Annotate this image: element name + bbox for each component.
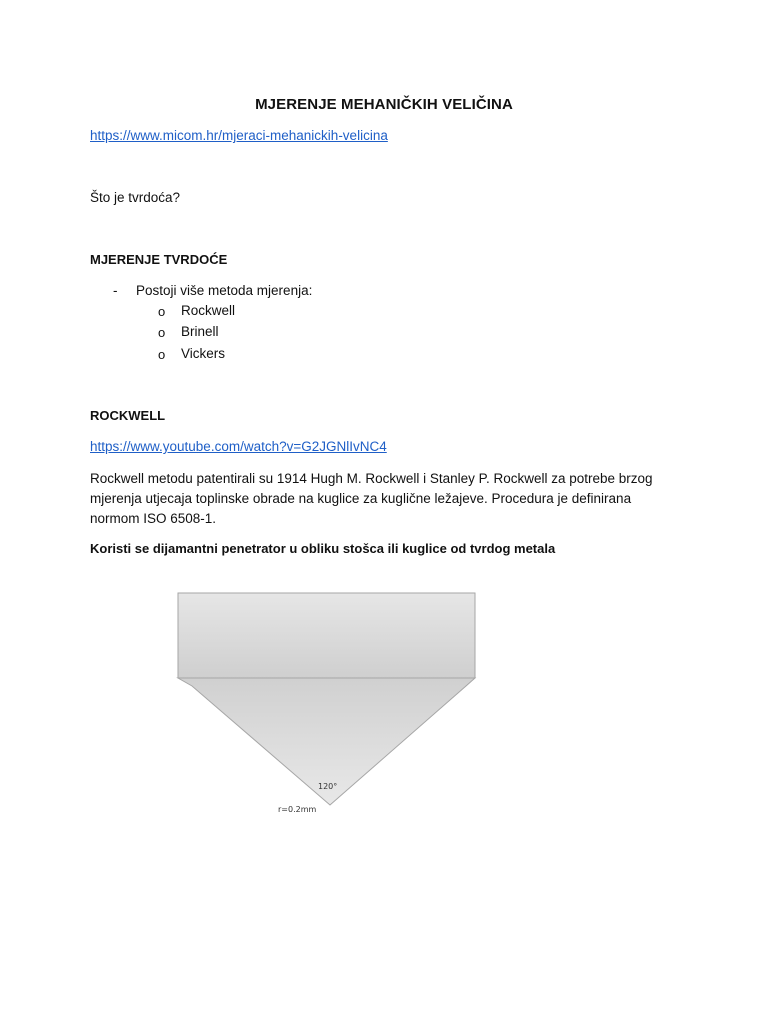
radius-label: r=0.2mm	[278, 805, 317, 814]
micom-link[interactable]: https://www.micom.hr/mjeraci-mehanickih-velicina	[90, 128, 388, 143]
dash-bullet: -	[113, 283, 118, 298]
indenter-figure	[170, 585, 490, 825]
paragraph-line: normom ISO 6508-1.	[90, 511, 217, 526]
sub-bullet-marker: o	[158, 325, 166, 340]
indenter-diagram	[170, 585, 490, 825]
sub-bullet-marker: o	[158, 347, 166, 362]
method-item-rockwell: Rockwell	[181, 303, 236, 318]
paragraph-line: Rockwell metodu patentirali su 1914 Hugh M. Rockwell i Stanley P. Rockwell za potrebe brzog	[90, 471, 653, 486]
youtube-link[interactable]: https://www.youtube.com/watch?v=G2JGNlIvNC4	[90, 439, 387, 454]
question-text: Što je tvrdoća?	[90, 190, 181, 205]
page-title: MJERENJE MEHANIČKIH VELIČINA	[255, 96, 513, 113]
indenter-body	[178, 593, 475, 678]
section-heading-hardness: MJERENJE TVRDOĆE	[90, 252, 228, 267]
sub-bullet-marker: o	[158, 304, 166, 319]
bold-statement: Koristi se dijamantni penetrator u obliku stošca ili kuglice od tvrdog metala	[90, 541, 556, 556]
methods-intro-text: Postoji više metoda mjerenja:	[136, 283, 313, 298]
method-item-brinell: Brinell	[181, 324, 219, 339]
section-heading-rockwell: ROCKWELL	[90, 408, 166, 423]
paragraph-line: mjerenja utjecaja toplinske obrade na kuglice za kuglične ležajeve. Procedura je definirana	[90, 491, 632, 506]
rockwell-paragraph	[90, 469, 680, 529]
angle-label: 120°	[318, 782, 338, 791]
method-item-vickers: Vickers	[181, 346, 226, 361]
